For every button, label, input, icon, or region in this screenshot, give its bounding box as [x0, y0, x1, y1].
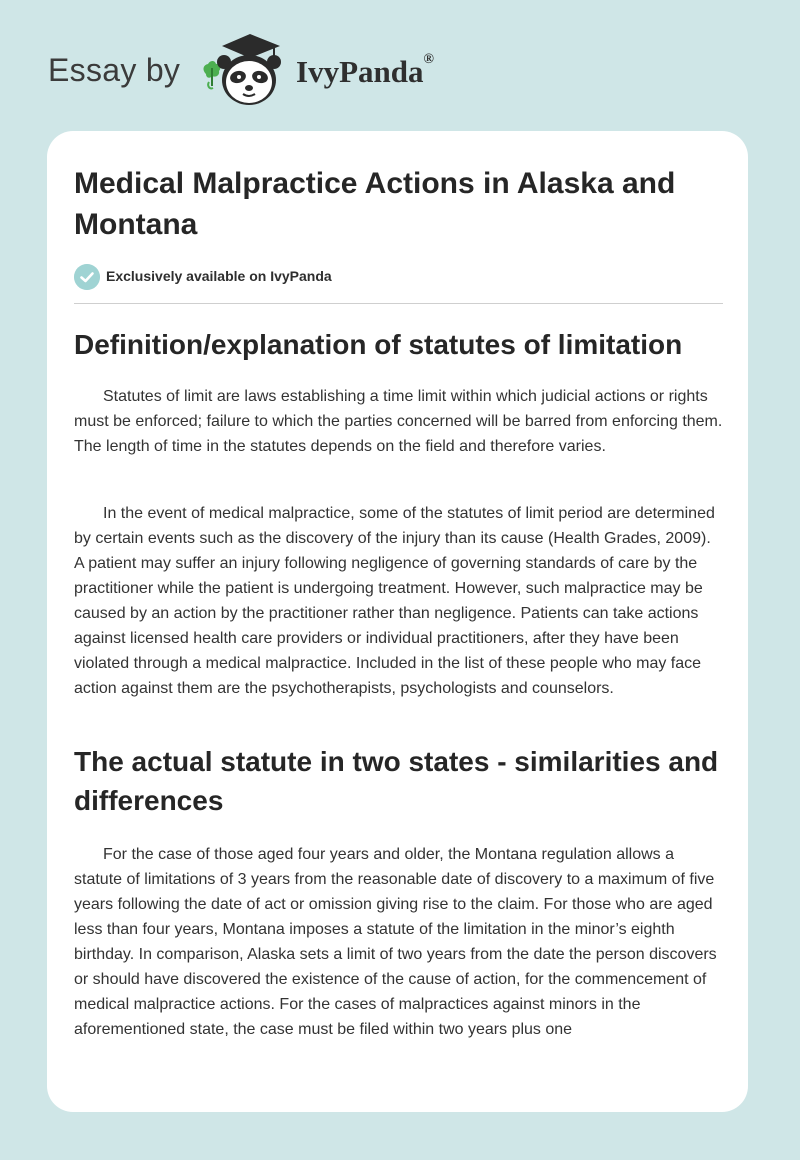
brand-label: IvyPanda: [296, 54, 424, 89]
section-heading: Definition/explanation of statutes of limitation: [74, 329, 683, 360]
section-heading: The actual statute in two states - similarities and differences: [74, 746, 719, 816]
essay-by-label: Essay by: [48, 52, 181, 88]
title-divider: [74, 303, 723, 304]
exclusive-label: Exclusively available on IvyPanda: [106, 268, 332, 284]
check-circle-icon: [74, 264, 100, 290]
paragraph: For the case of those aged four years and older, the Montana regulation allows a statute of limitations of 3 years from the reasonable date of discovery to a maximum of five years following the date of act or omission giving rise to the claim. For those who are aged less than four years, Montana imposes a statute of the limitation in the minor’s eighth birthday. In comparison, Alaska sets a limit of two years from the date the person discovers or should have discovered the existence of the cause of action, for the commencement of medical malpractice actions. For the cases of malpractices against minors in the aforementioned state, the case must be filed within two years plus one: [74, 846, 717, 1038]
paragraph: Statutes of limit are laws establishing a time limit within which judicial actions or rights must be enforced; failure to which the parties concerned will be barred from enforcing them. The length of time in the statutes depends on the field and therefore varies.: [74, 388, 723, 455]
site-header: [0, 0, 800, 130]
exclusive-badge: [74, 264, 724, 290]
essay-card: [47, 131, 748, 1112]
paragraph: In the event of medical malpractice, some of the statutes of limit period are determined by certain events such as the discovery of the injury than its cause (Health Grades, 2009). A patient may suffer an injury following negligence of governing standards of care by the practitioner while the patient is undergoing treatment. However, such malpractice may be caused by an action by the practitioner rather than negligence. Patients can take actions against licensed health care providers or individual practitioners, after they have been violated through a medical malpractice. Included in the list of these people who may face action against them are the psychotherapists, psychologists and counselors.: [74, 505, 715, 697]
registered-mark: ®: [423, 52, 434, 67]
panda-graduate-icon: [200, 30, 292, 112]
brand-name[interactable]: [296, 54, 434, 90]
essay-title: Medical Malpractice Actions in Alaska and Montana: [74, 167, 676, 241]
